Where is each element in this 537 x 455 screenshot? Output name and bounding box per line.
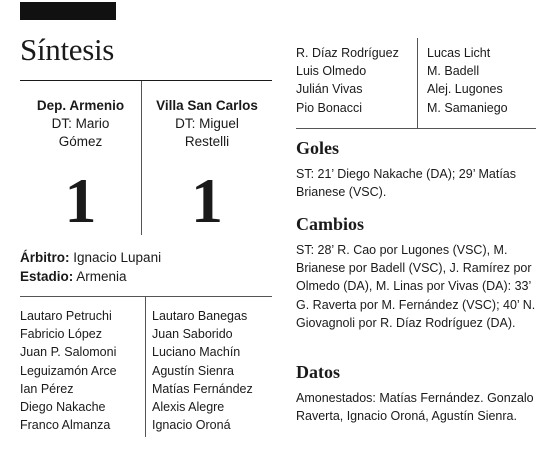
stadium-value: Armenia: [73, 269, 127, 284]
subs-rule: [296, 128, 536, 129]
away-coach-line1: DT: Miguel: [175, 116, 239, 131]
data-section: [296, 361, 536, 425]
away-score: 1: [191, 165, 223, 236]
sub-name: M. Badell: [427, 64, 480, 79]
player-name: Fabricio López: [20, 327, 102, 342]
player-name: Diego Nakache: [20, 400, 106, 415]
officials: [20, 248, 272, 286]
player-name: Ignacio Oroná: [152, 418, 231, 433]
scoreboard: [20, 81, 272, 235]
home-coach-line1: DT: Mario: [51, 116, 110, 131]
data-text: Amonestados: Matías Fernández. Gonzalo Raverta, Ignacio Oroná, Agustín Sienra.: [296, 391, 534, 424]
sub-name: Lucas Licht: [427, 46, 491, 60]
player-name: Juan P. Salomoni: [20, 345, 117, 360]
player-name: Leguizamón Arce: [20, 363, 117, 378]
away-team-name: Villa San Carlos: [156, 98, 258, 113]
home-team: [20, 97, 141, 236]
sub-name: R. Díaz Rodríguez: [296, 46, 399, 60]
player-name: Alexis Alegre: [152, 400, 225, 415]
header-bar: [20, 2, 116, 20]
player-name: Lautaro Banegas: [152, 309, 248, 323]
referee-value: Ignacio Lupani: [69, 250, 162, 265]
lineup-divider: [145, 297, 146, 437]
stadium-label: Estadio:: [20, 269, 74, 284]
home-coach-line2: Gómez: [58, 134, 103, 149]
changes-text: ST: 28’ R. Cao por Lugones (VSC), M. Brianese por Badell (VSC), J. Ramírez por Olmedo (DA), M. Linas por Vivas (DA): 33’ G. Raverta por M. Fernández (VSC); 40’ N. Giovagnoli por R. Díaz Rodríguez (DA).: [296, 243, 536, 330]
sub-name: Alej. Lugones: [427, 82, 503, 97]
lineups: [20, 297, 272, 437]
player-name: Ian Pérez: [20, 381, 74, 396]
stadium-line: [20, 267, 272, 286]
home-lineup: [20, 307, 117, 434]
sub-name: M. Samaniego: [427, 100, 508, 115]
player-name: Matías Fernández: [152, 381, 253, 396]
referee-line: [20, 248, 272, 267]
home-score: 1: [64, 165, 97, 236]
player-name: Luciano Machín: [152, 345, 241, 360]
away-team: [142, 97, 272, 236]
changes-heading: Cambios: [296, 214, 365, 234]
player-name: Juan Saborido: [152, 327, 233, 342]
player-name: Lautaro Petruchi: [20, 309, 112, 323]
substitutes: [296, 0, 536, 128]
sub-name: Luis Olmedo: [296, 64, 367, 79]
player-name: Agustín Sienra: [152, 363, 234, 378]
sub-name: Pio Bonacci: [296, 100, 363, 115]
home-team-name: Dep. Armenio: [36, 98, 125, 113]
sub-name: Julián Vivas: [296, 82, 363, 97]
goals-text: ST: 21’ Diego Nakache (DA); 29’ Matías Brianese (VSC).: [296, 167, 517, 200]
page-title: Síntesis: [20, 32, 115, 67]
data-heading: Datos: [296, 362, 340, 382]
goals-heading: Goles: [296, 138, 339, 158]
changes-section: [296, 213, 536, 332]
away-coach-line2: Restelli: [184, 134, 230, 149]
player-name: Franco Almanza: [20, 418, 111, 433]
subs-divider: [417, 38, 418, 128]
goals-section: [296, 137, 536, 201]
away-lineup: [152, 307, 253, 434]
away-substitutes: [427, 44, 508, 117]
referee-label: Árbitro:: [20, 250, 70, 265]
home-substitutes: [296, 44, 399, 117]
